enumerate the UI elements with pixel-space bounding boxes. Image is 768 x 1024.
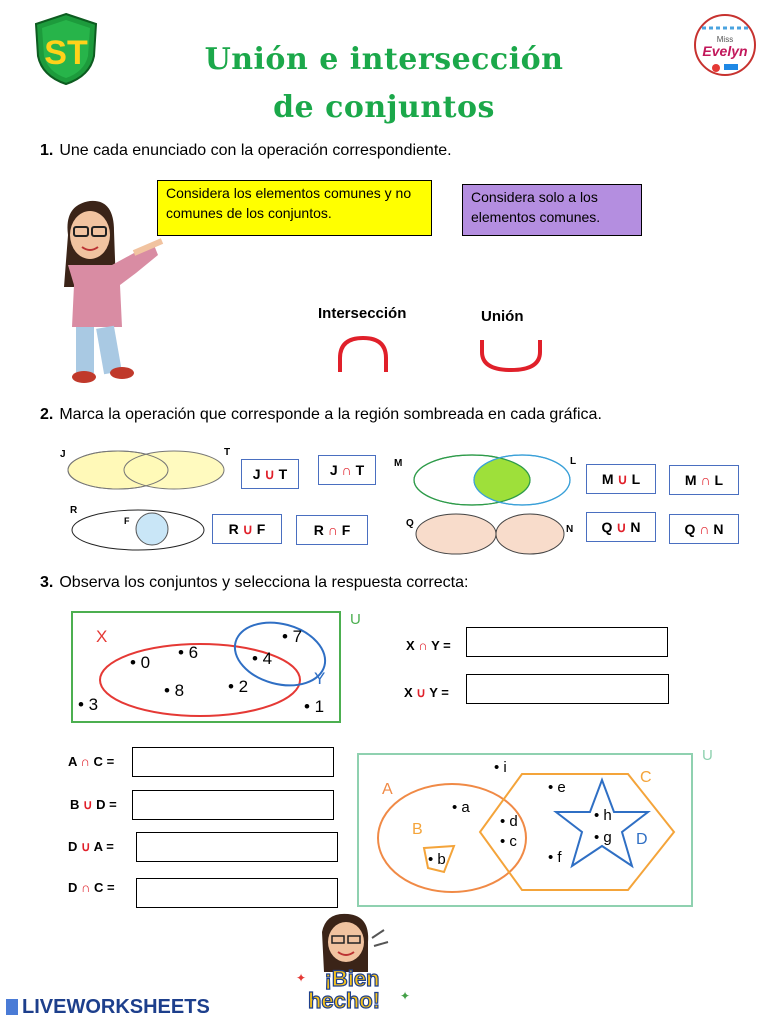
set-label-R: R — [70, 505, 78, 516]
option-R-union-F[interactable]: R ∪ F — [212, 514, 282, 544]
set-label-M: M — [394, 458, 403, 469]
label-union: Unión — [481, 308, 524, 325]
set-label-L: L — [570, 456, 577, 467]
venn-diagram-ABCD — [356, 742, 722, 908]
question-1: 1. Une cada enunciado con la operación correspondiente. — [40, 142, 452, 159]
set-label-F: F — [124, 516, 130, 526]
venn-diagram-RF — [66, 504, 208, 552]
venn-diagram-QN — [404, 510, 582, 558]
element-f: • f — [548, 849, 562, 866]
answer-X-intersection-Y[interactable] — [466, 627, 668, 657]
element-i: • i — [494, 759, 507, 776]
svg-text:Miss: Miss — [716, 35, 734, 44]
svg-text:✦: ✦ — [296, 971, 307, 985]
question-X-union-Y-label: X ∪ Y = — [404, 685, 449, 700]
option-M-intersection-L[interactable]: M ∩ L — [669, 465, 739, 495]
set-label-Q: Q — [406, 518, 414, 529]
union-symbol — [478, 338, 544, 379]
page-title-line2: de conjuntos — [273, 90, 495, 125]
set-label-X: X — [96, 627, 108, 646]
set-label-A: A — [382, 781, 393, 798]
set-label-J: J — [60, 449, 66, 460]
set-label-N: N — [566, 524, 574, 535]
question-B-union-D-label: B ∪ D = — [70, 797, 117, 812]
answer-A-intersection-C[interactable] — [132, 747, 334, 777]
question-D-union-A-label: D ∪ A = — [68, 839, 114, 854]
question-A-intersection-C-label: A ∩ C = — [68, 754, 115, 769]
element-7: • 7 — [282, 627, 303, 646]
set-label-D: D — [636, 831, 648, 848]
definition-box-union: Considera los elementos comunes y no comunes de los conjuntos. — [157, 180, 432, 236]
label-intersection: Intersección — [318, 305, 407, 322]
element-3: • 3 — [78, 695, 99, 714]
universe-label-U2: U — [702, 747, 713, 764]
element-1: • 1 — [304, 697, 325, 716]
svg-text:Evelyn: Evelyn — [702, 43, 748, 59]
option-J-union-T[interactable]: J ∪ T — [241, 459, 299, 489]
element-g: • g — [594, 829, 612, 846]
set-label-C: C — [640, 769, 652, 786]
element-0: • 0 — [130, 653, 151, 672]
page-title-line1: Unión e intersección — [204, 42, 564, 77]
svg-text:hecho!: hecho! — [307, 988, 381, 1013]
element-b: • b — [428, 851, 446, 868]
option-Q-union-N[interactable]: Q ∪ N — [586, 512, 656, 542]
svg-text:¡Bien: ¡Bien — [324, 966, 380, 991]
definition-box-intersection: Considera solo a los elementos comunes. — [462, 184, 642, 236]
question-X-intersection-Y-label: X ∩ Y = — [406, 638, 451, 653]
venn-diagram-ML — [392, 450, 582, 508]
element-c: • c — [500, 833, 517, 850]
element-2: • 2 — [228, 677, 249, 696]
venn-diagram-JT — [56, 444, 236, 492]
set-label-Y: Y — [314, 669, 326, 688]
element-4: • 4 — [252, 649, 273, 668]
universe-label-U1: U — [350, 611, 361, 628]
element-d: • d — [500, 813, 518, 830]
option-J-intersection-T[interactable]: J ∩ T — [318, 455, 376, 485]
answer-D-union-A[interactable] — [136, 832, 338, 862]
element-a: • a — [452, 799, 470, 816]
element-h: • h — [594, 807, 612, 824]
svg-text:✦: ✦ — [400, 989, 411, 1003]
option-M-union-L[interactable]: M ∪ L — [586, 464, 656, 494]
liveworksheets-logo: LIVEWORKSHEETS — [6, 996, 210, 1019]
element-6: • 6 — [178, 643, 199, 662]
set-label-T: T — [224, 447, 231, 458]
question-2: 2. Marca la operación que corresponde a la región sombreada en cada gráfica. — [40, 406, 602, 423]
intersection-symbol — [336, 334, 390, 379]
option-R-intersection-F[interactable]: R ∩ F — [296, 515, 368, 545]
element-e: • e — [548, 779, 566, 796]
option-Q-intersection-N[interactable]: Q ∩ N — [669, 514, 739, 544]
question-D-intersection-C-label: D ∩ C = — [68, 880, 115, 895]
liveworksheets-icon — [6, 999, 18, 1015]
answer-X-union-Y[interactable] — [466, 674, 669, 704]
svg-text:ST: ST — [44, 34, 88, 72]
venn-diagram-XY — [70, 606, 370, 726]
element-8: • 8 — [164, 681, 185, 700]
answer-D-intersection-C[interactable] — [136, 878, 338, 908]
set-label-B: B — [412, 821, 423, 838]
bien-hecho-sticker — [282, 912, 422, 1018]
answer-B-union-D[interactable] — [132, 790, 334, 820]
question-3: 3. Observa los conjuntos y selecciona la respuesta correcta: — [40, 574, 469, 591]
